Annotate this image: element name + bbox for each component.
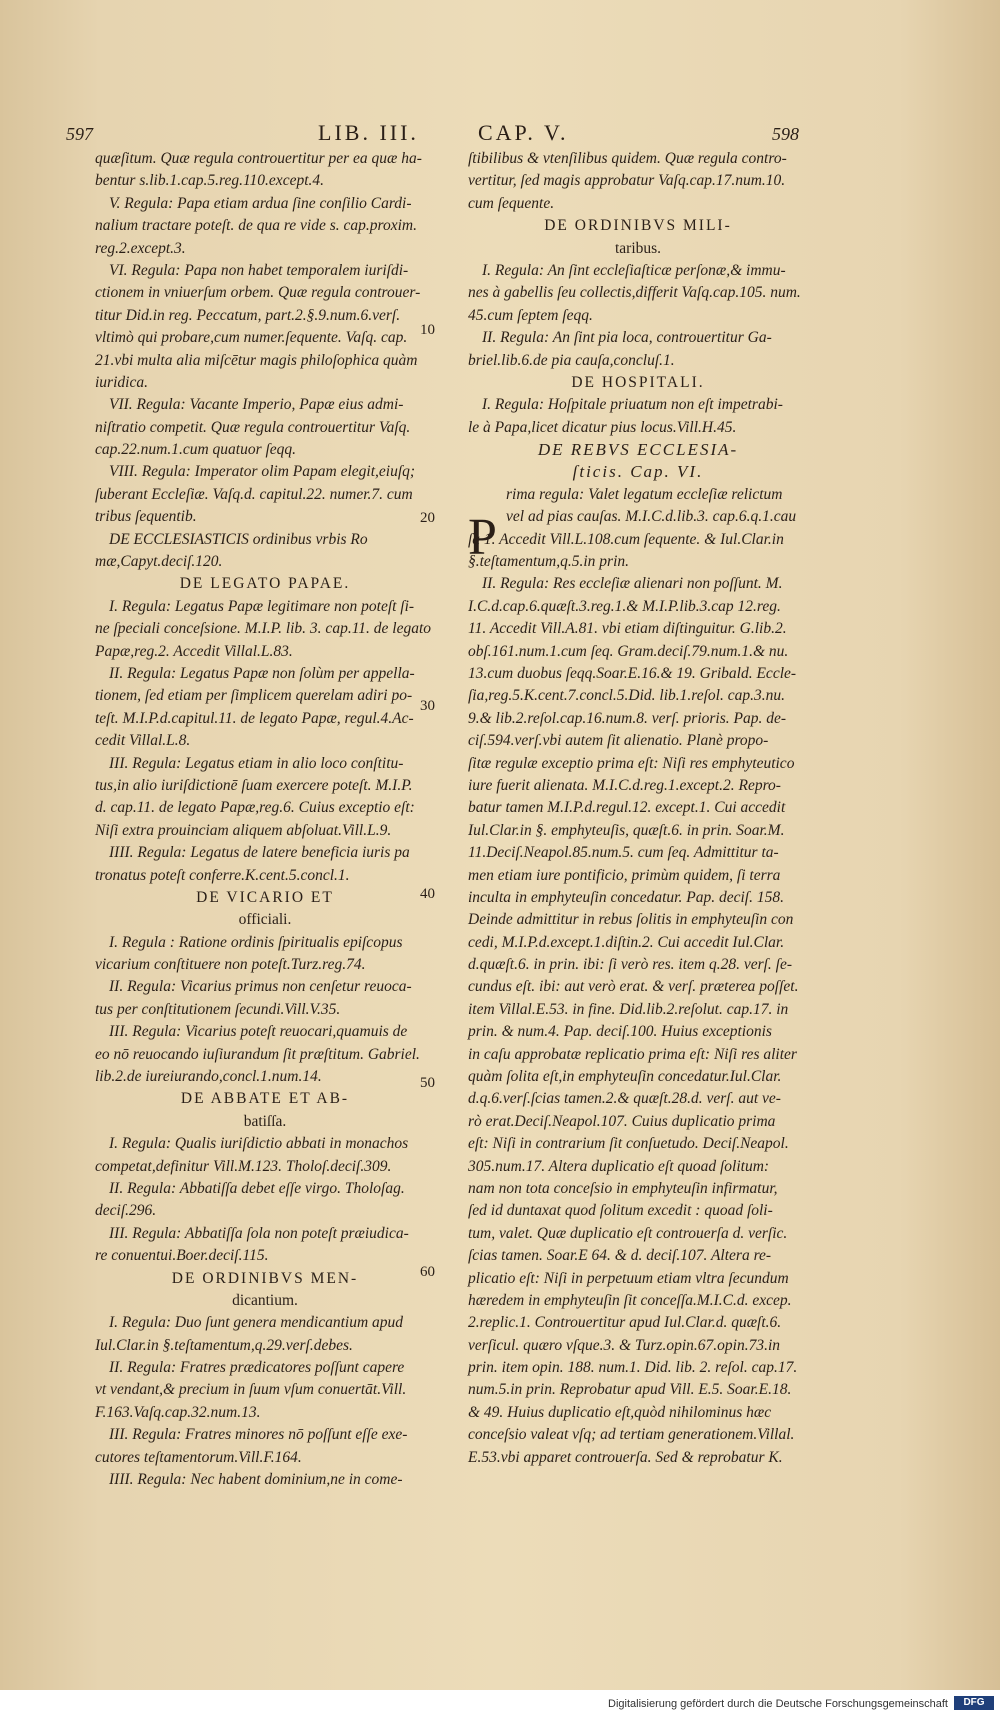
text-line: Papæ,reg.2. Accedit Villal.L.83. bbox=[95, 642, 293, 660]
text-line: Iul.Clar.in §. emphyteuſis, quæſt.6. in prin. Soar.M. bbox=[468, 821, 785, 839]
text-line: reg.2.except.3. bbox=[95, 239, 186, 257]
text-line: VIII. Regula: Imperator olim Papam elegit,eiuſq; bbox=[109, 463, 416, 481]
text-line: men etiam iure pontificio, primùm quidem, ſi terra bbox=[468, 866, 781, 884]
text-line: obſ.161.num.1.cum ſeq. Gram.deciſ.79.num.1.& nu. bbox=[468, 642, 789, 660]
margin-line-number: 10 bbox=[420, 322, 435, 338]
text-line: cutores teſtamentorum.Vill.F.164. bbox=[95, 1448, 302, 1466]
drop-capital: P bbox=[468, 509, 497, 566]
text-line: inculta in emphyteuſin concedatur. Pap. deciſ. 158. bbox=[468, 888, 784, 906]
text-line: I. Regula: Qualis iuriſdictio abbati in monachos bbox=[109, 1135, 409, 1153]
text-line: 2.replic.1. Controuertitur apud Iul.Clar.d. quæſt.6. bbox=[468, 1314, 782, 1332]
text-line: vel ad pias cauſas. M.I.C.d.lib.3. cap.6.q.1.cau bbox=[506, 508, 797, 526]
text-line: II. Regula: Abbatiſſa debet eſſe virgo. Tholoſag. bbox=[109, 1179, 405, 1197]
text-line: competat,definitur Vill.M.123. Tholoſ.deciſ.309. bbox=[95, 1157, 392, 1175]
text-line: eſt: Niſi in contrarium ſit conſuetudo. Deciſ.Neapol. bbox=[468, 1135, 789, 1153]
margin-line-number: 30 bbox=[420, 698, 435, 714]
running-title-left: LIB. III. bbox=[318, 120, 419, 145]
text-line: batiſſa. bbox=[243, 1112, 287, 1130]
text-line: quàm ſolita eſt,in emphyteuſin concedatur.Iul.Clar. bbox=[468, 1068, 782, 1086]
text-line: Deinde admittitur in rebus ſolitis in emphyteuſin con bbox=[468, 911, 794, 929]
text-line: tronatus poteſt conferre.K.cent.5.concl.1. bbox=[95, 866, 350, 884]
text-line: hæredem in emphyteuſin ſit conceſſa.M.I.C.d. excep. bbox=[468, 1291, 792, 1309]
text-line: I. Regula: An ſint eccleſiaſticæ perſonæ,& immu- bbox=[482, 261, 786, 279]
text-line: tus,in alio iuriſdictionē ſuam exercere poteſt. M.I.P. bbox=[95, 776, 413, 794]
text-line: 21.vbi multa alia miſcētur magis philoſophica quàm bbox=[95, 351, 418, 369]
text-line: tum, valet. Quæ duplicatio eſt controuerſa d. verſic. bbox=[468, 1224, 788, 1242]
text-line: le à Papa,licet dicatur pius locus.Vill.H.45. bbox=[468, 418, 737, 436]
text-line: niſtratio competit. Quæ regula controuertitur Vaſq. bbox=[95, 418, 411, 436]
text-line: d. cap.11. de legato Papæ,reg.6. Cuius exceptio eſt: bbox=[95, 799, 415, 817]
text-line: eo nō reuocando iuſiurandum ſit præſtitum. Gabriel. bbox=[95, 1045, 420, 1063]
text-line: E.53.vbi apparet controuerſa. Sed & reprobatur K. bbox=[468, 1448, 783, 1466]
text-line: vertitur, ſed magis approbatur Vaſq.cap.17.num.10. bbox=[468, 172, 786, 190]
text-line: IIII. Regula: Legatus de latere beneficia iuris pa bbox=[109, 844, 410, 862]
text-line: §.teſtamentum,q.5.in prin. bbox=[468, 553, 630, 571]
text-line: vltimò qui probare,cum numer.ſequente. Vaſq. cap. bbox=[95, 329, 408, 347]
text-line: nam non tota conceſsio in emphyteuſin infirmatur, bbox=[468, 1179, 778, 1197]
text-line: ſitæ regulæ exceptio prima eſt: Niſi res emphyteutico bbox=[468, 754, 795, 772]
text-line: batur tamen M.I.P.d.regul.12. except.1. Cui accedit bbox=[468, 799, 786, 817]
text-line: vicarium conſtituere non poteſt.Turz.reg.74. bbox=[95, 956, 366, 974]
text-line: cundus eſt. ibi: aut verò erat. & verſ. præterea poſſet. bbox=[468, 978, 799, 996]
text-line: IIII. Regula: Nec habent dominium,ne in come- bbox=[109, 1471, 403, 1489]
text-line: nes à gabellis ſeu collectis,differit Vaſq.cap.105. num. bbox=[468, 284, 801, 302]
right-column bbox=[468, 148, 808, 1469]
text-line: cum ſequente. bbox=[468, 194, 555, 212]
text-line: DE ORDINIBVS MILI- bbox=[544, 217, 732, 235]
text-line: iure fuerit alienata. M.I.C.d.reg.1.except.2. Repro- bbox=[468, 776, 781, 794]
text-line: II. Regula: An ſint pia loca, controuertitur Ga- bbox=[482, 329, 772, 347]
text-line: d.quæſt.6. in prin. ibi: ſi verò res. item q.28. verſ. ſe- bbox=[468, 956, 793, 974]
margin-line-number: 20 bbox=[420, 510, 435, 526]
text-line: III. Regula: Fratres minores nō poſſunt eſſe exe- bbox=[109, 1426, 408, 1444]
text-line: II. Regula: Vicarius primus non cenſetur reuoca- bbox=[109, 978, 412, 996]
text-line: DE HOSPITALI. bbox=[571, 373, 705, 391]
text-line: V. Regula: Papa etiam ardua ſine conſilio Cardi- bbox=[109, 194, 412, 212]
text-line: rima regula: Valet legatum eccleſiæ relictum bbox=[506, 485, 783, 503]
text-line: iuridica. bbox=[95, 373, 148, 391]
text-line: tus per conſtitutionem ſecundi.Vill.V.35. bbox=[95, 1000, 341, 1018]
text-line: DE VICARIO ET bbox=[196, 888, 334, 906]
text-line: 13.cum duobus ſeqq.Soar.E.16.& 19. Gribald. Eccle- bbox=[468, 664, 797, 682]
text-line: mæ,Capyt.deciſ.120. bbox=[95, 553, 223, 571]
text-line: ſticis. Cap. VI. bbox=[572, 462, 704, 482]
text-line: I. Regula: Duo ſunt genera mendicantium apud bbox=[109, 1314, 404, 1332]
text-line: 45.cum ſeptem ſeqq. bbox=[468, 306, 593, 324]
text-line: quæſitum. Quæ regula controuertitur per ea quæ ha- bbox=[95, 150, 422, 167]
text-line: 11. Accedit Vill.A.81. vbi etiam diſtinguitur. G.lib.2. bbox=[468, 620, 787, 638]
text-line: taribus. bbox=[614, 239, 662, 257]
text-line: DE LEGATO PAPAE. bbox=[179, 575, 351, 593]
funding-notice: Digitalisierung gefördert durch die Deutsche Forschungsgemeinschaft bbox=[608, 1698, 948, 1710]
text-line: cedi, M.I.P.d.except.1.diſtin.2. Cui accedit Iul.Clar. bbox=[468, 933, 785, 951]
text-line: vt vendant,& precium in ſuum vſum conuertāt.Vill. bbox=[95, 1381, 407, 1399]
text-line: cedit Villal.L.8. bbox=[95, 732, 191, 750]
text-line: ſia,reg.5.K.cent.7.concl.5.Did. lib.1.reſol. cap.3.nu. bbox=[468, 687, 785, 705]
text-line: deciſ.296. bbox=[95, 1202, 157, 1220]
running-header bbox=[0, 120, 1000, 148]
text-line: plicatio eſt: Niſi in perpetuum etiam vltra ſecundum bbox=[468, 1269, 789, 1287]
text-line: I. Regula : Ratione ordinis ſpiritualis epiſcopus bbox=[109, 933, 403, 951]
text-line: & 49. Huius duplicatio eſt,quòd nihilominus hæc bbox=[468, 1403, 772, 1421]
text-line: dicantium. bbox=[232, 1291, 298, 1309]
text-line: 11.Deciſ.Neapol.85.num.5. cum ſeq. Admittitur ta- bbox=[468, 844, 779, 862]
left-column bbox=[95, 148, 435, 1491]
text-line: ctionem in vniuerſum orbem. Quæ regula controuer- bbox=[95, 284, 421, 302]
footer-bar bbox=[0, 1690, 1000, 1716]
text-line: II. Regula: Res eccleſiæ alienari non poſſunt. M. bbox=[482, 575, 783, 593]
text-line: ſuberant Eccleſiæ. Vaſq.d. capitul.22. numer.7. cum bbox=[95, 485, 413, 503]
text-line: bentur s.lib.1.cap.5.reg.110.except.4. bbox=[95, 172, 325, 190]
dfg-logo: DFG bbox=[954, 1696, 994, 1710]
text-line: DE ORDINIBVS MEN- bbox=[171, 1269, 359, 1287]
text-line: ne ſpeciali conceſsione. M.I.P. lib. 3. cap.11. de legato bbox=[95, 620, 432, 638]
text-line: I. Regula: Hoſpitale priuatum non eſt impetrabi- bbox=[482, 396, 783, 414]
text-line: II. Regula: Legatus Papæ non ſolùm per appella- bbox=[109, 664, 415, 682]
text-line: VII. Regula: Vacante Imperio, Papæ eius admi- bbox=[109, 396, 404, 414]
margin-line-number: 40 bbox=[420, 886, 435, 902]
text-line: briel.lib.6.de pia cauſa,concluſ.1. bbox=[468, 351, 675, 369]
text-line: cap.22.num.1.cum quatuor ſeqq. bbox=[95, 441, 297, 459]
text-line: lib.2.de iureiurando,concl.1.num.14. bbox=[95, 1068, 322, 1086]
text-line: II. Regula: Fratres prædicatores poſſunt capere bbox=[109, 1359, 405, 1377]
text-line: ciſ.594.verſ.vbi autem ſit alienatio. Planè propo- bbox=[468, 732, 769, 750]
text-line: ſcias tamen. Soar.E 64. & d. deciſ.107. Altera re- bbox=[468, 1247, 772, 1265]
text-line: Iul.Clar.in §.teſtamentum,q.29.verſ.debes. bbox=[95, 1336, 353, 1354]
page-number-right: 598 bbox=[772, 124, 799, 144]
text-line: re conuentui.Boer.deciſ.115. bbox=[95, 1247, 269, 1265]
text-line: rò erat.Deciſ.Neapol.107. Cuius duplicatio prima bbox=[468, 1112, 776, 1130]
text-line: prin. item opin. 188. num.1. Did. lib. 2. reſol. cap.17. bbox=[468, 1359, 798, 1377]
page-number-left: 597 bbox=[66, 124, 93, 144]
text-line: in caſu approbatæ replicatio prima eſt: Niſi res aliter bbox=[468, 1045, 797, 1063]
text-line: VI. Regula: Papa non habet temporalem iuriſdi- bbox=[109, 261, 409, 279]
text-line: d.q.6.verſ.ſcias tamen.2.& quæſt.28.d. verſ. aut ve- bbox=[468, 1090, 781, 1108]
text-line: num.5.in prin. Reprobatur apud Vill. E.5. Soar.E.18. bbox=[468, 1381, 792, 1399]
text-line: III. Regula: Vicarius poteſt reuocari,quamuis de bbox=[109, 1023, 408, 1041]
margin-line-number: 60 bbox=[420, 1264, 435, 1280]
text-line: DE REBVS ECCLESIA- bbox=[537, 440, 739, 460]
running-title-right: CAP. V. bbox=[478, 120, 569, 145]
text-line: verſicul. quæro vſque.3. & Turz.opin.67.opin.73.in bbox=[468, 1336, 781, 1354]
text-line: DE ABBATE ET AB- bbox=[180, 1090, 350, 1108]
margin-line-number: 50 bbox=[420, 1075, 435, 1091]
text-line: III. Regula: Abbatiſſa ſola non poteſt præiudica- bbox=[109, 1224, 409, 1242]
text-line: prin. & num.4. Pap. deciſ.100. Huius exceptionis bbox=[468, 1023, 772, 1041]
text-line: teſt. M.I.P.d.capitul.11. de legato Papæ, regul.4.Ac- bbox=[95, 709, 414, 727]
text-line: DE ECCLESIASTICIS ordinibus vrbis Ro bbox=[109, 530, 368, 548]
text-line: nalium tractare poteſt. de qua re vide s. cap.proxim. bbox=[95, 217, 417, 235]
text-line: item Villal.E.53. in fine. Did.lib.2.reſolut. cap.17. in bbox=[468, 1000, 789, 1018]
text-line: 9.& lib.2.reſol.cap.16.num.8. verſ. prioris. Pap. de- bbox=[468, 709, 787, 727]
text-line: ſtibilibus & vtenſilibus quidem. Quæ regula contro- bbox=[468, 150, 787, 167]
text-line: F.163.Vaſq.cap.32.num.13. bbox=[95, 1403, 261, 1421]
text-line: ſed id duntaxat quod ſolitum excedit : quoad ſoli- bbox=[468, 1202, 773, 1220]
text-line: conceſsio valeat vſq; ad tertiam generationem.Villal. bbox=[468, 1426, 795, 1444]
text-line: 305.num.17. Altera duplicatio eſt quoad ſolitum: bbox=[468, 1157, 770, 1175]
text-line: titur Did.in reg. Peccatum, part.2.§.9.num.6.verſ. bbox=[95, 306, 401, 324]
text-line: III. Regula: Legatus etiam in alio loco conſtitu- bbox=[109, 754, 404, 772]
text-line: tribus ſequentib. bbox=[95, 508, 197, 526]
text-line: Niſi extra prouinciam aliquem abſoluat.Vill.L.9. bbox=[95, 821, 392, 839]
text-line: officiali. bbox=[238, 911, 292, 929]
text-line: I. Regula: Legatus Papæ legitimare non poteſt ſi- bbox=[109, 597, 415, 615]
text-line: tionem, ſed etiam per ſimplicem querelam adiri po- bbox=[95, 687, 413, 705]
text-line: ſa 1. Accedit Vill.L.108.cum ſequente. & Iul.Clar.in bbox=[468, 530, 784, 548]
text-line: I.C.d.cap.6.quæſt.3.reg.1.& M.I.P.lib.3.cap 12.reg. bbox=[468, 597, 781, 615]
